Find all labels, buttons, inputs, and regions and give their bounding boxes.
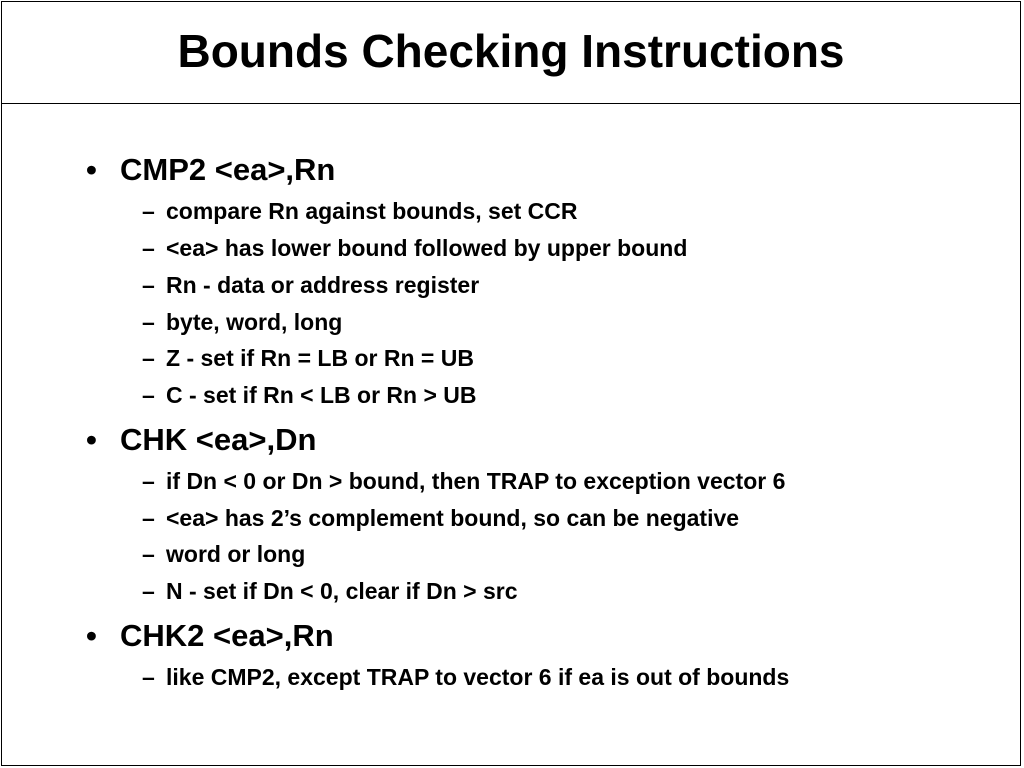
sub-item-text: byte, word, long [166,309,343,335]
bullet-icon: • [86,422,97,457]
sub-item [142,308,342,336]
sub-item [142,197,578,225]
sub-item [142,381,477,409]
slide-title: Bounds Checking Instructions [177,24,845,77]
dash-icon: – [142,578,155,604]
sub-item [142,663,789,691]
sub-item-text: Rn - data or address register [166,272,480,298]
dash-icon: – [142,468,155,494]
bullet-icon: • [86,152,97,187]
sub-item-text: like CMP2, except TRAP to vector 6 if ea is out of bounds [166,664,790,690]
sub-item-text: <ea> has 2’s complement bound, so can be negative [166,505,740,531]
bullet-heading: CHK <ea>,Dn [120,422,317,457]
sub-item [142,467,785,495]
bullet-item-cmp2 [86,152,335,188]
dash-icon: – [142,198,155,224]
dash-icon: – [142,382,155,408]
sub-item-text: compare Rn against bounds, set CCR [166,198,578,224]
sub-item-text: word or long [166,541,306,567]
dash-icon: – [142,345,155,371]
bullet-item-chk [86,422,316,458]
sub-item-text: N - set if Dn < 0, clear if Dn > src [166,578,518,604]
sub-item [142,504,739,532]
sub-item-text: if Dn < 0 or Dn > bound, then TRAP to exception vector 6 [166,468,786,494]
slide [1,1,1021,766]
dash-icon: – [142,235,155,261]
bullet-heading: CMP2 <ea>,Rn [120,152,336,187]
dash-icon: – [142,541,155,567]
sub-item [142,577,518,605]
sub-item [142,271,479,299]
bullet-item-chk2 [86,618,334,654]
sub-item [142,540,305,568]
sub-item-text: C - set if Rn < LB or Rn > UB [166,382,477,408]
bullet-icon: • [86,618,97,653]
dash-icon: – [142,309,155,335]
dash-icon: – [142,272,155,298]
sub-item-text: Z - set if Rn = LB or Rn = UB [166,345,474,371]
title-bar [2,2,1020,104]
bullet-heading: CHK2 <ea>,Rn [120,618,334,653]
sub-item [142,234,687,262]
dash-icon: – [142,664,155,690]
dash-icon: – [142,505,155,531]
sub-item-text: <ea> has lower bound followed by upper bound [166,235,688,261]
sub-item [142,344,474,372]
